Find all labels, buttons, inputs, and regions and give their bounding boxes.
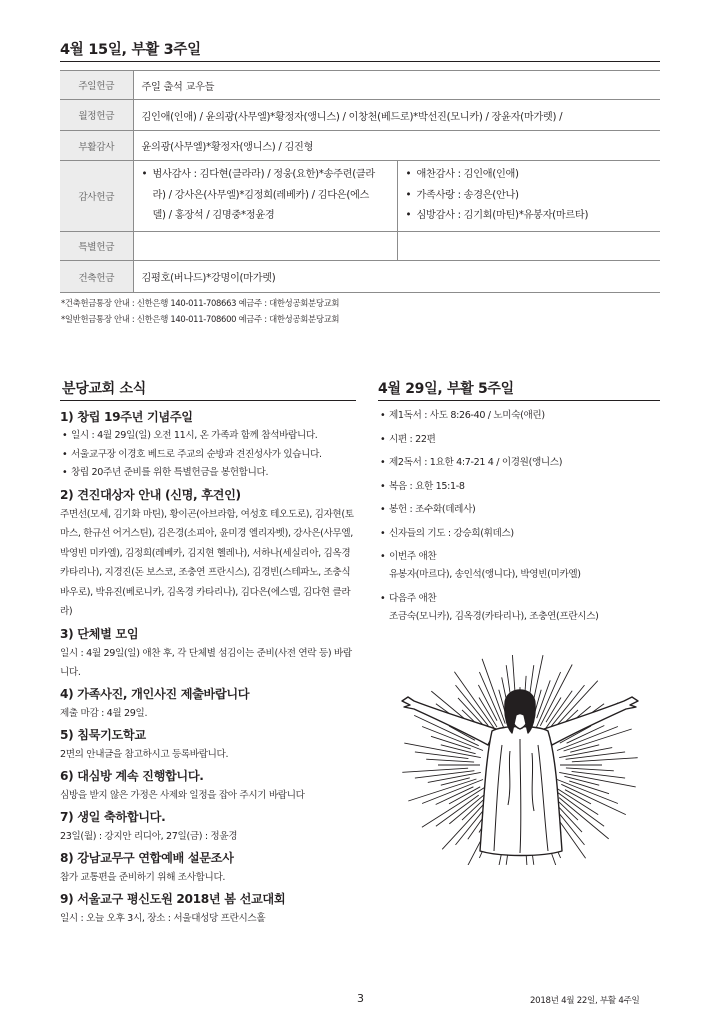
thanks-right-cell [397, 161, 660, 232]
page-number: 3 [357, 992, 364, 1005]
row-value: 김평호(버나드)*강명이(마가렛) [133, 261, 660, 293]
news-item-title: 1) 창립 19주년 기념주일 [60, 410, 193, 424]
table-row [60, 100, 660, 131]
light-ray [415, 771, 475, 778]
list-item: • 제1독서 : 사도 8:26-40 / 노미숙(애린) [378, 408, 668, 424]
row-label: 특별헌금 [60, 232, 133, 261]
news-item-title: 6) 대심방 계속 진행합니다. [60, 768, 204, 783]
next-service-rule [378, 400, 660, 401]
list-item: • 봉헌 : 조수화(데레사) [378, 502, 668, 518]
next-service-heading: 4월 29일, 부활 5주일 [378, 381, 514, 397]
light-ray [415, 752, 469, 759]
list-item-sub: 유봉자(마르다), 송인석(앵니다), 박영빈(미카엘) [389, 569, 581, 580]
account-note: *건축헌금통장 안내 : 신한은행 140-011-708663 예금주 : 대한성공회분당교회 [61, 298, 340, 308]
news-item-title: 8) 강남교무구 연합예배 설문조사 [60, 850, 234, 865]
offering-table [60, 70, 660, 293]
thanks-line: 라) / 강사은(사무엘)*김정희(레베카) / 김다은(에스 [152, 189, 370, 201]
list-item: • 애찬감사 : 김인애(인애) [406, 165, 653, 186]
light-ray [566, 768, 614, 771]
news-item [60, 625, 356, 682]
list-item: • 신자들의 기도 : 강승희(휘데스) [378, 526, 668, 542]
news-item-title: 7) 생일 축하합니다. [60, 809, 166, 824]
light-ray [572, 758, 638, 762]
news-item-body: 2면의 안내글을 참고하시고 등록바랍니다. [60, 748, 229, 760]
light-ray [422, 786, 487, 827]
page-heading: 4월 15일, 부활 3주일 [60, 42, 201, 58]
news-item-body: 일시 : 오늘 오후 3시, 장소 : 서울대성당 프란시스홀 [60, 912, 266, 924]
news-item-title: 2) 견진대상자 안내 (신명, 후견인) [60, 487, 241, 502]
news-item-body: 주면선(모세, 김기화 마틴), 황이곤(아브라함, 여성호 테오도로), 김자현(토마스, 한규선 어거스틴), 김은경(소피아, 윤미경 엘리자벳), 강사은(사무엘, 박영빈 미카엘), 김정희(레베카, 김지현 헬레나), 서하나(세실리아, 김옥경 카타리나), 지경진(돈 보스코, 조충연 프란시스), 김경빈(스테파노, 조충식 바우로), 박유진(베로니카, 김옥경 카타리나), 김다은(에스델, 김다현 클라라) [60, 508, 354, 617]
list-item: • 심방감사 : 김기회(마틴)*유봉자(마르타) [406, 206, 653, 227]
table-row [60, 71, 660, 100]
thanks-left-cell: • 범사감사 : 김다현(클라라) / 정웅(요한)*송주련(클라 라) / 강사은(사무엘)*김정희(레베카) / 김다은(에스 델) / 홍장석 / 김명중*정윤경 [133, 161, 397, 232]
news-item [60, 685, 356, 723]
table-row [60, 131, 660, 161]
table-row [60, 161, 660, 232]
news-item [60, 408, 356, 483]
light-ray [479, 698, 497, 728]
table-row [60, 232, 660, 261]
news-item-title: 9) 서울교구 평신도원 2018년 봄 선교대회 [60, 891, 286, 906]
row-value: 윤의광(사무엘)*황정자(앵니스) / 김진형 [133, 131, 660, 161]
news-heading: 분당교회 소식 [62, 381, 146, 397]
news-item-title: 3) 단체별 모임 [60, 626, 139, 641]
list-item: • 시편 : 22편 [378, 432, 668, 448]
list-item [378, 591, 668, 625]
list-item: • 서울교구장 이경호 베드로 주교의 순방과 견진성사가 있습니다. [60, 446, 356, 465]
list-item: • 복음 : 요한 15:1-8 [378, 479, 668, 495]
heading-rule [60, 61, 660, 62]
row-value: 주일 출석 교우들 [133, 71, 660, 100]
light-ray [557, 792, 605, 827]
news-item [60, 890, 356, 928]
news-item [60, 767, 356, 805]
light-ray [559, 798, 609, 839]
news-item-title: 4) 가족사진, 개인사진 제출바랍니다 [60, 686, 250, 701]
light-ray [428, 772, 481, 782]
light-ray [566, 752, 626, 759]
news-item-body: 제출 마감 : 4월 29일. [60, 707, 148, 719]
light-ray [572, 771, 626, 778]
list-item: • 창립 20주년 준비를 위한 특별헌금을 봉헌합니다. [60, 464, 356, 483]
light-ray [535, 672, 560, 730]
list-item-sub: 조금숙(모니카), 김옥경(카타리나), 조충연(프란시스) [389, 610, 599, 622]
list-item: • 일시 : 4월 29일(일) 오전 11시, 온 가족과 함께 참석바랍니다. [60, 427, 356, 446]
row-label: 주일헌금 [60, 71, 133, 100]
row-value: 김인애(인애) / 윤의광(사무엘)*황정자(앵니스) / 이창천(베드로)*박선진(모니카) / 장윤자(마가렛) / [133, 100, 660, 131]
list-item-label: • 다음주 애찬 [389, 592, 437, 604]
light-ray [479, 672, 504, 730]
news-item [60, 486, 356, 622]
light-ray [553, 786, 598, 815]
light-ray [449, 787, 480, 804]
row-label: 월정헌금 [60, 100, 133, 131]
row-label: 감사헌금 [60, 161, 133, 232]
news-item [60, 808, 356, 846]
news-item-body: 심방을 받지 않은 가정은 사제와 일정을 잡아 주시기 바랍니다 [60, 789, 305, 801]
row-label: 건축헌금 [60, 261, 133, 293]
thanks-line: 델) / 홍장석 / 김명중*정윤경 [152, 210, 275, 222]
news-rule [60, 400, 356, 401]
footer-date: 2018년 4월 22일, 부활 4주일 [530, 996, 640, 1006]
light-ray [442, 802, 486, 849]
list-item: • 가족사랑 : 송경은(안나) [406, 186, 653, 207]
list-item [378, 549, 668, 583]
list-item-label: • 이번주 애찬 [389, 551, 437, 562]
light-ray [559, 748, 612, 758]
row-value-right [397, 232, 660, 261]
news-item [60, 849, 356, 887]
news-item-body: 일시 : 4월 29일(일) 애찬 후, 각 단체별 섬김이는 준비(사전 연락 등) 바랍니다. [60, 647, 352, 678]
row-label: 부활감사 [60, 131, 133, 161]
news-item [60, 726, 356, 764]
thanks-line: 범사감사 : 김다현(클라라) / 정웅(요한)*송주련(클라 [152, 169, 375, 181]
news-item-body: 참가 교통편을 준비하기 위해 조사합니다. [60, 871, 226, 883]
risen-christ-illustration [392, 655, 650, 865]
service-order-list [378, 408, 668, 632]
news-item-body: 23일(월) : 강지안 리디아, 27일(금) : 정윤경 [60, 830, 238, 842]
list-item: • 제2독서 : 1요한 4:7-21 4 / 이경원(앵니스) [378, 455, 668, 471]
table-row [60, 261, 660, 293]
row-value [133, 232, 397, 261]
light-ray [557, 780, 618, 804]
account-note: *일반헌금통장 안내 : 신한은행 140-011-708600 예금주 : 대한성공회분당교회 [61, 314, 340, 324]
light-ray [426, 759, 474, 762]
news-list [60, 408, 356, 931]
light-ray [402, 768, 468, 772]
light-ray [422, 780, 483, 804]
news-item-title: 5) 침묵기도학교 [60, 727, 146, 742]
